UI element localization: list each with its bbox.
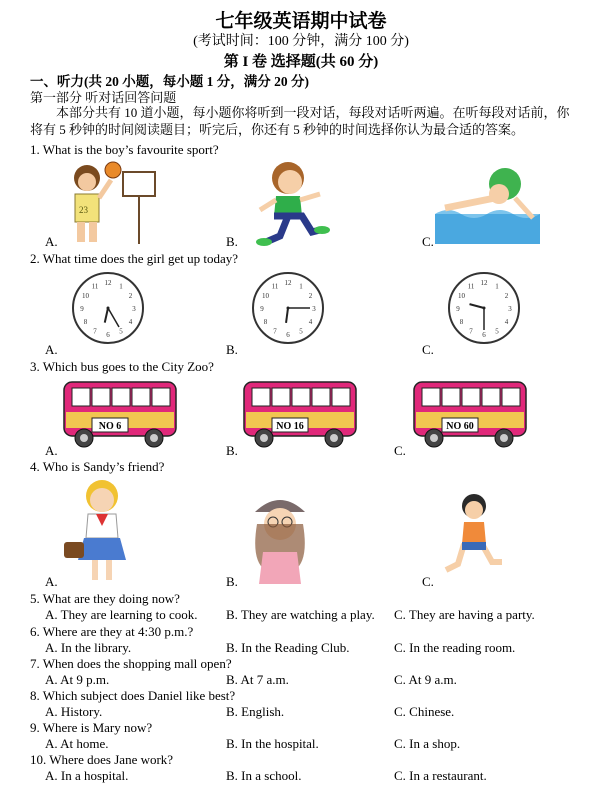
q8-option-c[interactable]: C. Chinese. — [394, 704, 455, 719]
clock-number: 10 — [261, 292, 269, 300]
question-1: 1. What is the boy’s favourite sport? — [30, 142, 219, 157]
q9-option-b[interactable]: B. In the hospital. — [226, 736, 319, 751]
clock-number: 12 — [284, 279, 292, 287]
q10-option-a[interactable]: A. In a hospital. — [45, 768, 129, 783]
question-5: 5. What are they doing now? — [30, 591, 180, 606]
clock-number: 2 — [128, 292, 133, 300]
q3-option-c[interactable]: C. — [394, 443, 406, 458]
q1-option-b[interactable]: B. — [226, 234, 238, 249]
question-6: 6. Where are they at 4:30 p.m.? — [30, 624, 194, 639]
q6-option-a[interactable]: A. In the library. — [45, 640, 132, 655]
clock-number: 2 — [504, 292, 509, 300]
girl-with-glasses-image — [245, 490, 315, 586]
q5-option-b[interactable]: B. They are watching a play. — [226, 607, 375, 622]
clock-number: 9 — [80, 305, 84, 313]
q7-option-c[interactable]: C. At 9 a.m. — [394, 672, 457, 687]
clock-number: 8 — [83, 318, 88, 326]
clock-number: 4 — [308, 318, 313, 326]
part-label: 第一部分 听对话回答问题 — [30, 90, 177, 105]
bus-number-label: NO 60 — [446, 421, 474, 432]
q4-option-c[interactable]: C. — [422, 574, 434, 589]
clock-number: 6 — [482, 331, 486, 339]
question-2: 2. What time does the girl get up today? — [30, 251, 239, 266]
question-8: 8. Which subject does Daniel like best? — [30, 688, 236, 703]
q8-option-a[interactable]: A. History. — [45, 704, 103, 719]
bus-number-label: NO 6 — [98, 421, 122, 432]
clock-number: 9 — [456, 305, 460, 313]
bus-b-image — [242, 378, 360, 450]
clock-number: 12 — [104, 279, 112, 287]
clock-number: 5 — [299, 327, 303, 336]
clock-number: 9 — [260, 305, 264, 313]
q2-option-a[interactable]: A. — [45, 342, 58, 357]
exam-info: (考试时间：100 分钟，满分 100 分) — [193, 34, 409, 49]
clock-number: 12 — [480, 279, 488, 287]
clock-number: 5 — [495, 327, 499, 336]
q5-option-a[interactable]: A. They are learning to cook. — [45, 607, 198, 622]
basketball-player-image — [55, 158, 165, 246]
svg-text:23: 23 — [79, 205, 88, 215]
clock-c-image — [446, 270, 522, 346]
question-10: 10. Where does Jane work? — [30, 752, 174, 767]
swimmer-image — [435, 168, 540, 246]
q1-option-a[interactable]: A. — [45, 234, 58, 249]
clock-number: 11 — [467, 282, 475, 291]
clock-number: 4 — [504, 318, 509, 326]
clock-number: 7 — [469, 327, 473, 336]
q10-option-b[interactable]: B. In a school. — [226, 768, 302, 783]
clock-number: 8 — [459, 318, 464, 326]
clock-number: 11 — [271, 282, 279, 291]
question-7: 7. When does the shopping mall open? — [30, 656, 232, 671]
q1-option-c[interactable]: C. — [422, 234, 434, 249]
clock-number: 6 — [286, 331, 290, 339]
q3-option-b[interactable]: B. — [226, 443, 238, 458]
clock-number: 5 — [119, 327, 123, 336]
clock-number: 10 — [81, 292, 89, 300]
q4-option-b[interactable]: B. — [226, 574, 238, 589]
clock-number: 6 — [106, 331, 110, 339]
clock-a-image — [70, 270, 146, 346]
running-girl-image — [438, 490, 508, 586]
running-boy-image — [250, 158, 330, 246]
question-9: 9. Where is Mary now? — [30, 720, 153, 735]
q4-option-a[interactable]: A. — [45, 574, 58, 589]
q7-option-b[interactable]: B. At 7 a.m. — [226, 672, 289, 687]
bus-number-label: NO 16 — [276, 421, 304, 432]
q9-option-c[interactable]: C. In a shop. — [394, 736, 461, 751]
q2-option-c[interactable]: C. — [422, 342, 434, 357]
clock-number: 2 — [308, 292, 313, 300]
clock-number: 11 — [91, 282, 99, 291]
schoolgirl-image — [62, 476, 142, 586]
q6-option-b[interactable]: B. In the Reading Club. — [226, 640, 350, 655]
q5-option-c[interactable]: C. They are having a party. — [394, 607, 535, 622]
clock-number: 8 — [263, 318, 268, 326]
clock-number: 7 — [273, 327, 277, 336]
clock-number: 3 — [508, 305, 512, 313]
question-4: 4. Who is Sandy’s friend? — [30, 459, 165, 474]
q2-option-b[interactable]: B. — [226, 342, 238, 357]
question-3: 3. Which bus goes to the City Zoo? — [30, 359, 214, 374]
clock-b-image — [250, 270, 326, 346]
section-heading: 一、听力(共 20 小题，每小题 1 分，满分 20 分) — [30, 74, 309, 89]
bus-a-image — [62, 378, 180, 450]
part-title: 第 I 卷 选择题(共 60 分) — [223, 54, 379, 70]
clock-number: 4 — [128, 318, 133, 326]
q8-option-b[interactable]: B. English. — [226, 704, 285, 719]
clock-number: 1 — [495, 282, 499, 291]
bus-c-image — [412, 378, 530, 450]
clock-number: 1 — [119, 282, 123, 291]
q3-option-a[interactable]: A. — [45, 443, 58, 458]
q7-option-a[interactable]: A. At 9 p.m. — [45, 672, 110, 687]
clock-number: 1 — [299, 282, 303, 291]
clock-number: 3 — [312, 305, 316, 313]
clock-number: 7 — [93, 327, 97, 336]
clock-number: 3 — [132, 305, 136, 313]
page-title: 七年级英语期中试卷 — [215, 11, 387, 32]
clock-number: 10 — [457, 292, 465, 300]
q6-option-c[interactable]: C. In the reading room. — [394, 640, 516, 655]
q9-option-a[interactable]: A. At home. — [45, 736, 109, 751]
q10-option-c[interactable]: C. In a restaurant. — [394, 768, 487, 783]
instructions: 本部分共有 10 道小题，每小题你将听到一段对话，每段对话听两遍。在听每段对话前，你将有 5 秒钟的时间阅读题目；听完后，你还有 5 秒钟的时间选择你认为最合适的答案。 — [30, 105, 570, 137]
